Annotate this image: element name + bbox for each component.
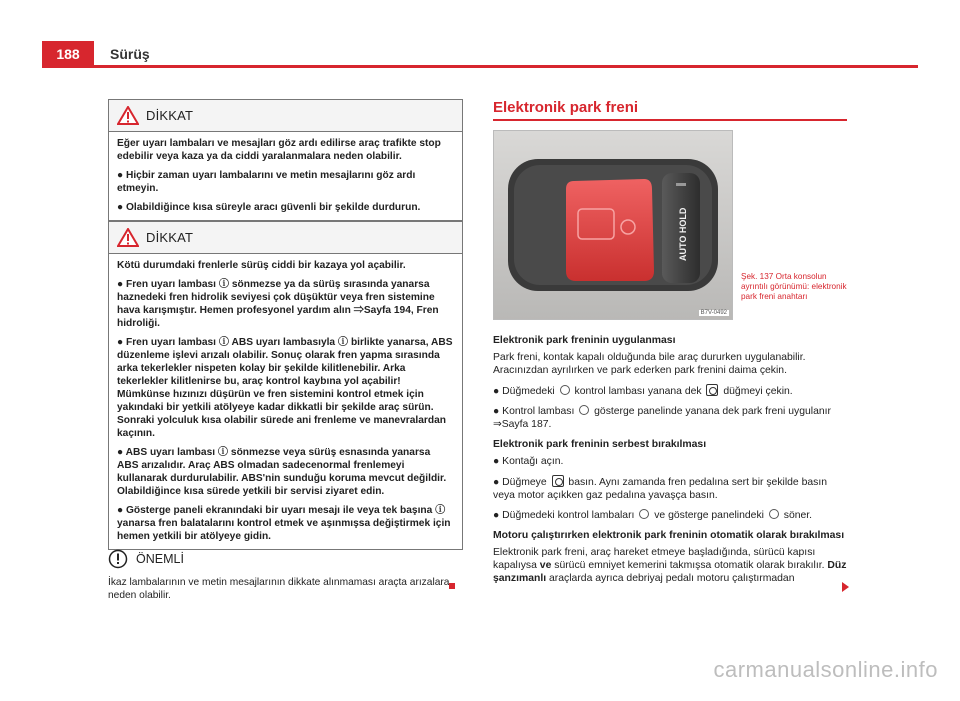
note-text: İkaz lambalarının ve metin mesajlarının dikkate alınmaması araçta arızalara neden olabilir. [108, 577, 450, 601]
warning-header [109, 100, 462, 132]
text-fragment: Düz şanzımanlı [493, 560, 847, 584]
paragraph: Park freni, kontak kapalı olduğunda bile araç dururken uygulanabilir. Aracınızdan ayrılırken ve park ederken park frenini daima çekin. [493, 352, 806, 376]
figure-caption: Şek. 137 Orta konsolun ayrıntılı görünümü: elektronik park freni anahtarı [741, 272, 847, 301]
warning-paragraph: ● Hiçbir zaman uyarı lambalarını ve metin mesajlarını göz ardı etmeyin. [117, 170, 416, 194]
warning-paragraph: Kötü durumdaki frenlerle sürüş ciddi bir kazaya yol açabilir. [117, 260, 406, 271]
chapter-title: Sürüş [110, 46, 150, 62]
warning-paragraph: ● Olabildiğince kısa süreyle aracı güvenli bir şekilde durdurun. [117, 202, 421, 213]
warning-title: DİKKAT [146, 230, 194, 245]
bullet [493, 509, 848, 522]
paragraph [493, 546, 848, 585]
warning-title: DİKKAT [146, 108, 194, 123]
section-end-marker [449, 583, 455, 589]
right-column [493, 334, 848, 592]
text-fragment: ● Düğmeye [493, 477, 547, 488]
text-fragment: gösterge panelinde yanana dek park freni uygulanır ⇒Sayfa 187. [493, 406, 831, 430]
control-lamp-icon [560, 385, 570, 395]
text-fragment: Elektronik park freni, araç hareket etmeye başladığında, sürücü kapısı kapalıysa [493, 547, 816, 571]
warning-header [109, 222, 462, 254]
warning-body [109, 254, 462, 549]
warning-paragraph: ● ABS uyarı lambası ⓘ sönmezse veya sürüş esnasında yanarsa ABS arızalıdır. Araç ABS olmadan sadecenormal frenlemeyi kullanarak durdurulabilir. ABS'nin sunduğu koruma mevcut değildir. Olabildiğince kısa sürede yetkili bir servisi ziyaret edin. [117, 447, 447, 497]
text-fragment: ve gösterge panelindeki [654, 510, 764, 521]
text-fragment: ve [539, 560, 552, 571]
text-fragment: ● Kontrol lambası [493, 406, 575, 417]
figure-code: B7V-0492 [700, 310, 727, 316]
warning-box-1 [108, 99, 463, 221]
note-title: ÖNEMLİ [136, 552, 184, 566]
bullet [493, 475, 848, 502]
warning-paragraph: ● Fren uyarı lambası ⓘ sönmezse ya da sürüş sırasında yanarsa haznedeki fren hidrolik seviyesi çok düşüktür veya fren sistemine hava karışmıştır. Hemen profesyonel yardım alın ⇒Sayfa 194, Fren hidroliği. [117, 279, 439, 329]
control-lamp-icon [639, 509, 649, 519]
exclamation-circle-icon [108, 549, 128, 569]
watermark: carmanualsonline.info [713, 657, 938, 682]
warning-paragraph: ● Gösterge paneli ekranındaki bir uyarı mesajı ile veya tek başına ⓘ yanarsa fren balatalarını kontrol etmek ve aşınmışsa değiştirmek için hemen yetkili bir atölyeye gidin. [117, 505, 451, 542]
text-fragment: düğmeyi çekin. [723, 386, 793, 397]
subheading-release: Elektronik park freninin serbest bırakılması [493, 439, 707, 450]
subheading-apply: Elektronik park freninin uygulanması [493, 335, 676, 346]
note-header [108, 548, 463, 570]
warning-triangle-icon [117, 228, 139, 247]
text-fragment: söner. [783, 510, 813, 521]
text-fragment: sürücü emniyet kemerini takmışsa otomatik olarak bırakılır. [554, 560, 825, 571]
park-brake-switch-illustration [494, 131, 733, 320]
subheading-auto-release: Motoru çalıştırırken elektronik park freninin otomatik olarak bırakılması [493, 530, 845, 541]
park-brake-button-icon [706, 384, 718, 396]
warning-box-2 [108, 221, 463, 550]
bullet: ● Kontağı açın. [493, 456, 564, 467]
text-fragment: araçlarda ayrıca debriyaj pedalı motoru çalıştırmadan [549, 573, 795, 584]
text-fragment: ● Düğmedeki [493, 386, 555, 397]
auto-hold-label: AUTO HOLD [678, 207, 688, 261]
page-number: 188 [42, 41, 94, 67]
bullet [493, 405, 848, 431]
warning-paragraph: ● Fren uyarı lambası ⓘ ABS uyarı lambasıyla ⓘ birlikte yanarsa, ABS düzenleme işlevi arızalı olabilir. Sonuç olarak fren yapma sırasında arka tekerlekler nispeten kolay bir şekilde kilitlenebilir. Arka tekerlekler kilitlenirse bu, araç kontrol kaybına yol açabilir! Mümkünse hızınızı düşürün ve fren sistemini kontrol etmek için yakındaki bir yetkili atölyeye kadar dikkatli bir şekilde araç sürün. Sonraki yolculuk kısa olabilir sürede ani frenleme ve manevralardan kaçının. [117, 337, 453, 439]
bullet [493, 384, 848, 398]
text-fragment: ● Düğmedeki kontrol lambaları [493, 510, 635, 521]
warning-paragraph: Eğer uyarı lambaları ve mesajları göz ardı edilirse araç trafikte stop edebilir veya kaza ya da ciddi yaralanmalara neden olabilir. [117, 138, 441, 162]
figure-park-brake [493, 130, 733, 320]
note-box [108, 548, 463, 602]
continue-arrow-icon [842, 582, 849, 592]
control-lamp-icon [579, 405, 589, 415]
control-lamp-icon [769, 509, 779, 519]
text-fragment: kontrol lambası yanana dek [574, 386, 702, 397]
warning-body [109, 132, 462, 220]
section-rule [493, 119, 847, 121]
section-title: Elektronik park freni [493, 99, 639, 116]
text-fragment: basın. Aynı zamanda fren pedalına sert bir şekilde basın veya motor açıkken gaz pedalına yavaşça basın. [493, 477, 827, 501]
warning-triangle-icon [117, 106, 139, 125]
header-rule [42, 65, 918, 68]
park-brake-button-icon [552, 475, 564, 487]
